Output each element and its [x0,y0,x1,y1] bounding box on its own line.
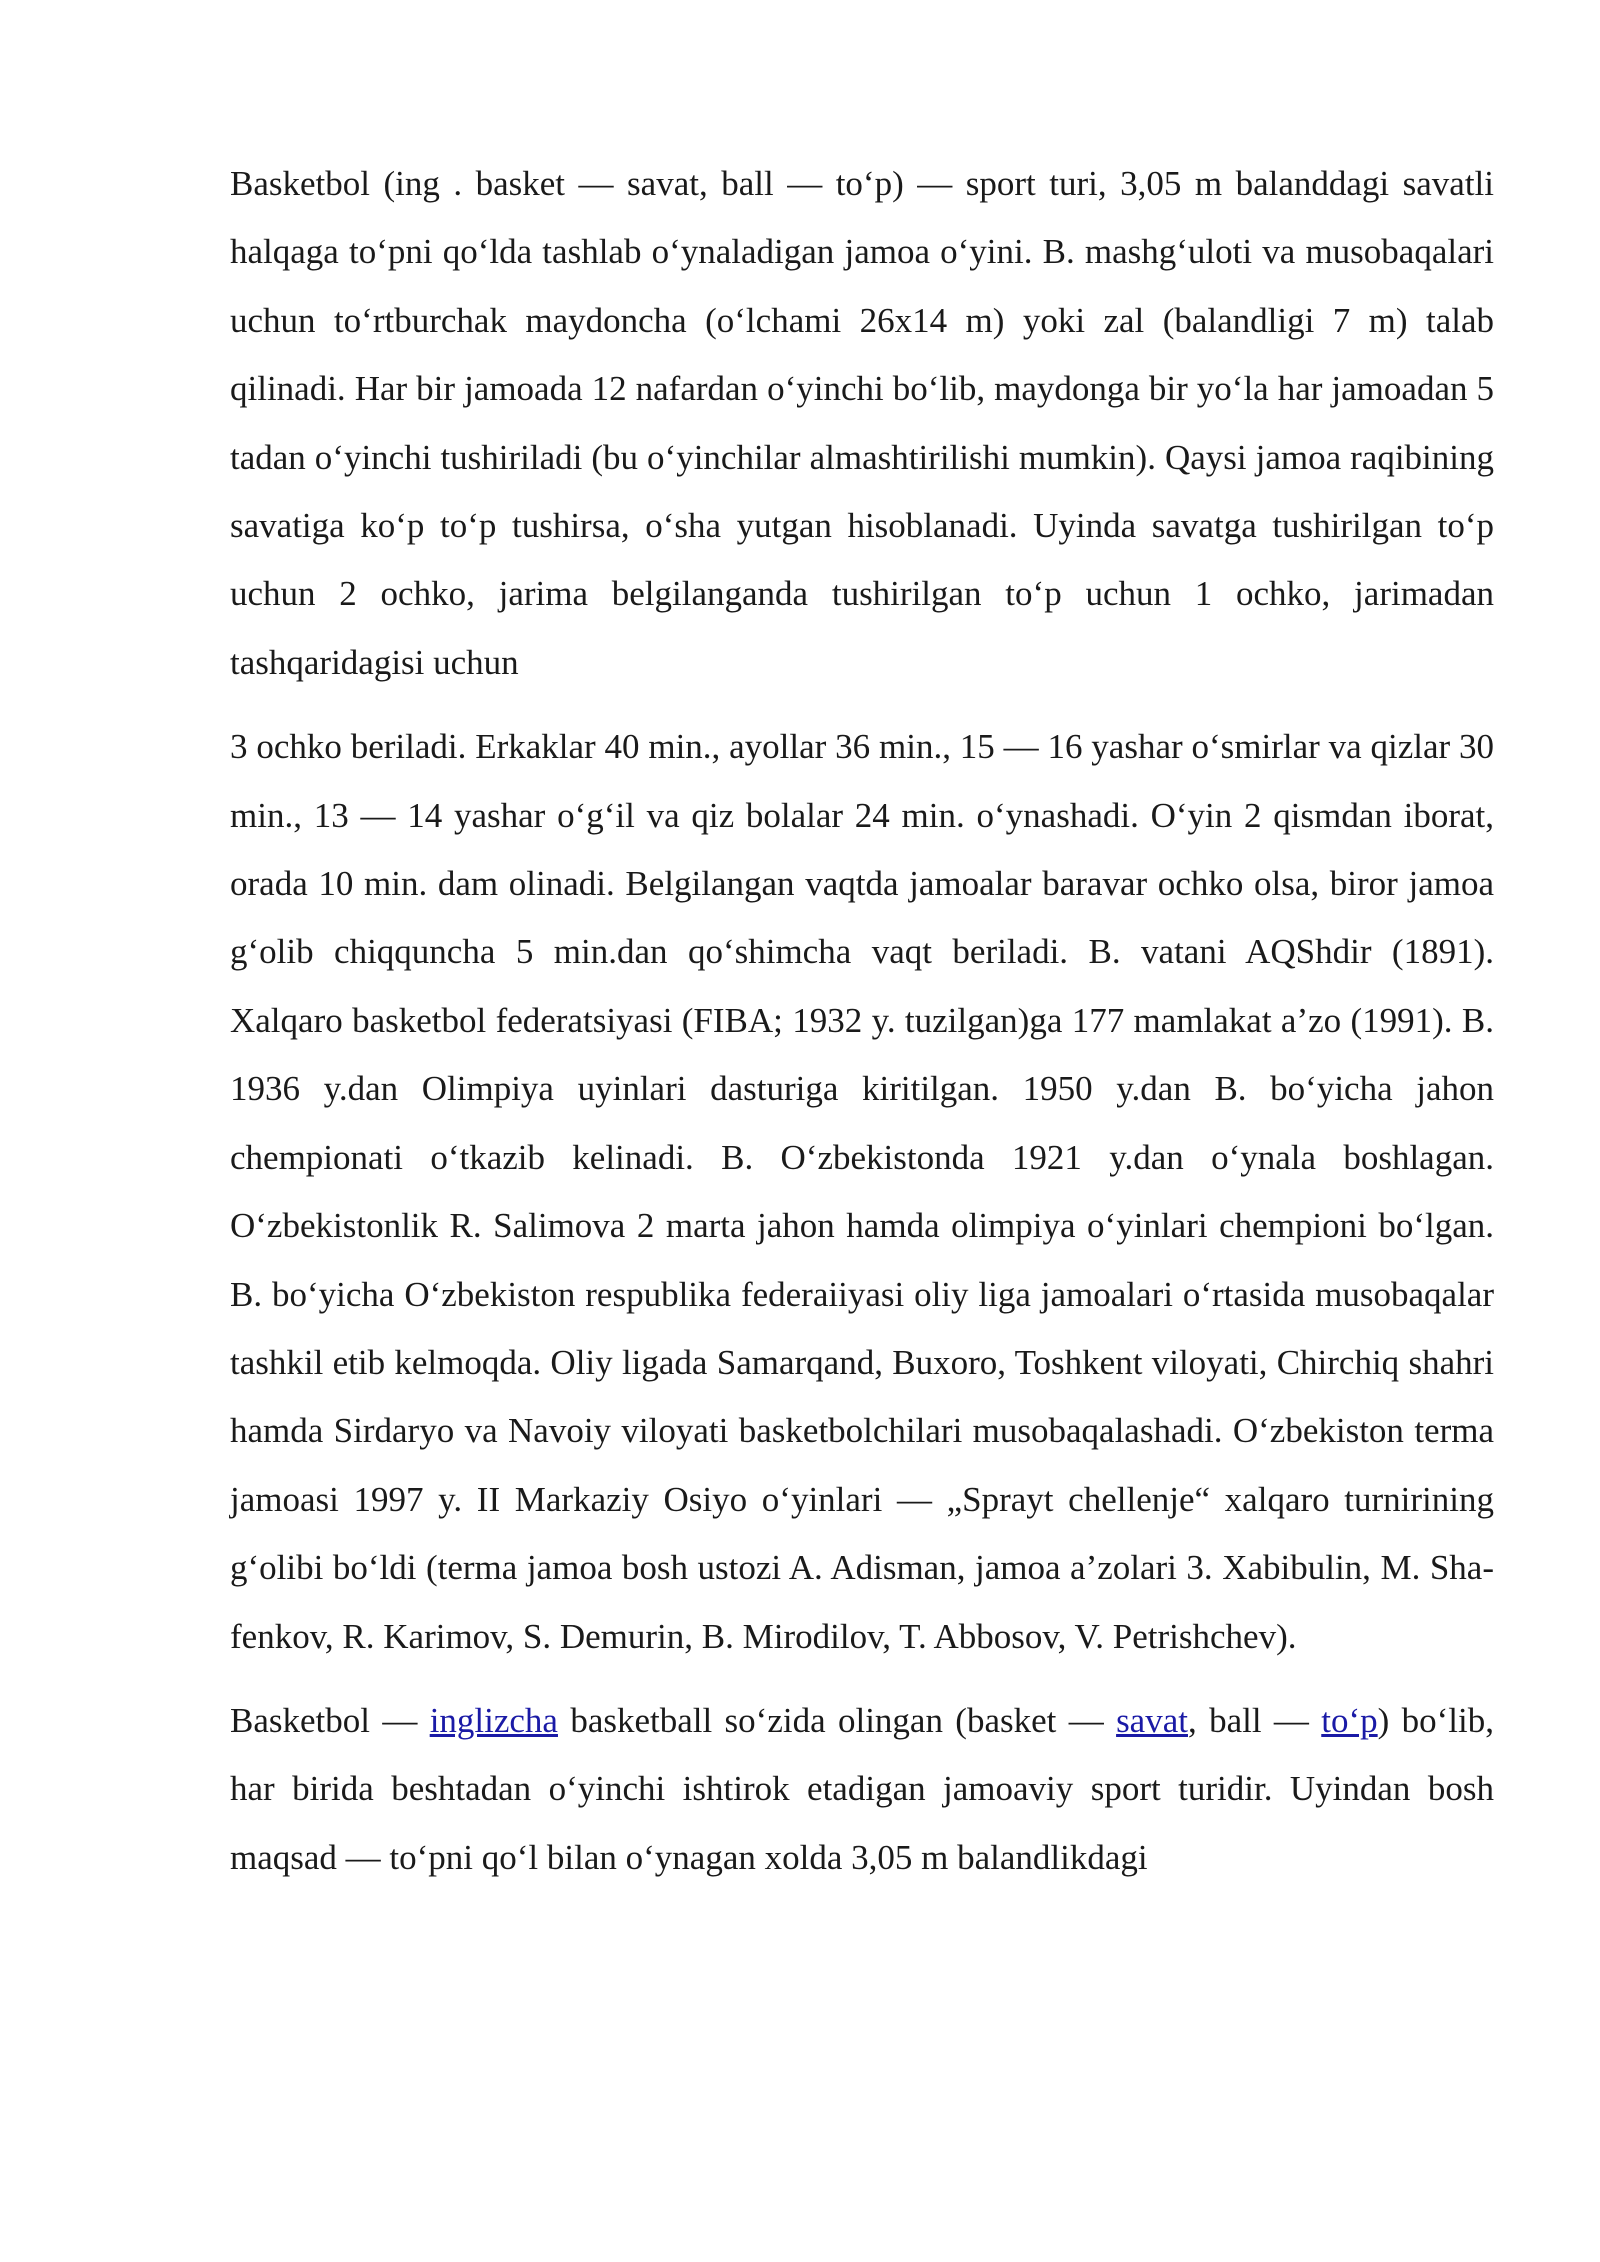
etymology-text-a: Basketbol — [230,1700,430,1740]
link-savat[interactable]: savat [1116,1700,1188,1740]
etymology-text-d: ) bo‘lib, har birida beshtadan o‘yinchi ishtirok etadigan jamoaviy sport turidir. Uyindan bosh maqsad — to‘pni qo‘l bilan o‘ynagan xolda 3,05 m balandlikdagi [230,1700,1495,1877]
link-inglizcha[interactable]: inglizcha [429,1700,558,1740]
paragraph-etymology [230,1687,1494,1892]
paragraph-history: 3 ochko beriladi. Erkaklar 40 min., ayollar 36 min., 15 — 16 yashar o‘smirlar va qizlar 30 min., 13 — 14 yashar o‘g‘il va qiz bolalar 24 min. o‘ynashadi. O‘yin 2 qismdan iborat, orada 10 min. dam olinadi. Belgilangan vaqtda jamoalar baravar ochko olsa, biror jamoa g‘olib chiqquncha 5 min.dan qo‘shimcha vaqt beriladi. B. vatani AQShdir (1891). Xalqaro basketbol federatsiyasi (FIBA; 1932 y. tuzilgan)ga 177 mamlakat a’zo (1991). B. 1936 y.dan Olimpiya uyinlari dasturiga kiritilgan. 1950 y.dan B. bo‘yicha jahon chempionati o‘tkazib kelinadi. B. O‘zbekistonda 1921 y.dan o‘ynala boshlagan. O‘zbekistonlik R. Salimova 2 marta jahon hamda olimpiya o‘yinlari chempioni bo‘lgan. B. bo‘yicha O‘zbekiston respublika federaiiyasi oliy liga jamoalari o‘rtasida musobaqalar tashkil etib kelmoqda. Oliy ligada Samarqand, Buxoro, Toshkent viloyati, Chirchiq shahri hamda Sirdaryo va Navoiy viloyati basketbolchilari musobaqalashadi. O‘zbekiston terma jamoasi 1997 y. II Markaziy Osiyo o‘yinlari — „Sprayt chellenje“ xalqaro turnirining g‘olibi bo‘ldi (terma jamoa bosh ustozi A. Adisman, jamoa a’zolari 3. Xabibulin, M. Sha-fenkov, R. Karimov, S. Demurin, B. Mirodilov, T. Abbosov, V. Petrishchev). [230,727,1494,1656]
paragraph-definition: Basketbol (ing . basket — savat, ball — to‘p) — sport turi, 3,05 m balanddagi savatli halqaga to‘pni qo‘lda tashlab o‘ynaladigan jamoa o‘yini. B. mashg‘uloti va musobaqalari uchun to‘rtburchak maydoncha (o‘lchami 26x14 m) yoki zal (balandligi 7 m) talab qilinadi. Har bir jamoada 12 nafardan o‘yinchi bo‘lib, maydonga bir yo‘la har jamoadan 5 tadan o‘yinchi tushiriladi (bu o‘yinchilar almashtirilishi mumkin). Qaysi jamoa raqibining savatiga ko‘p to‘p tushirsa, o‘sha yutgan hisoblanadi. Uyinda savatga tushirilgan to‘p uchun 2 ochko, jarima belgilanganda tushirilgan to‘p uchun 1 ochko, jarimadan tashqaridagisi uchun [230,164,1494,682]
etymology-text-b: basketball so‘zida olingan (basket — [557,1700,1117,1740]
document-page [230,150,1494,1892]
etymology-text-c: , ball — [1187,1700,1322,1740]
link-top[interactable]: to‘p [1321,1700,1378,1740]
